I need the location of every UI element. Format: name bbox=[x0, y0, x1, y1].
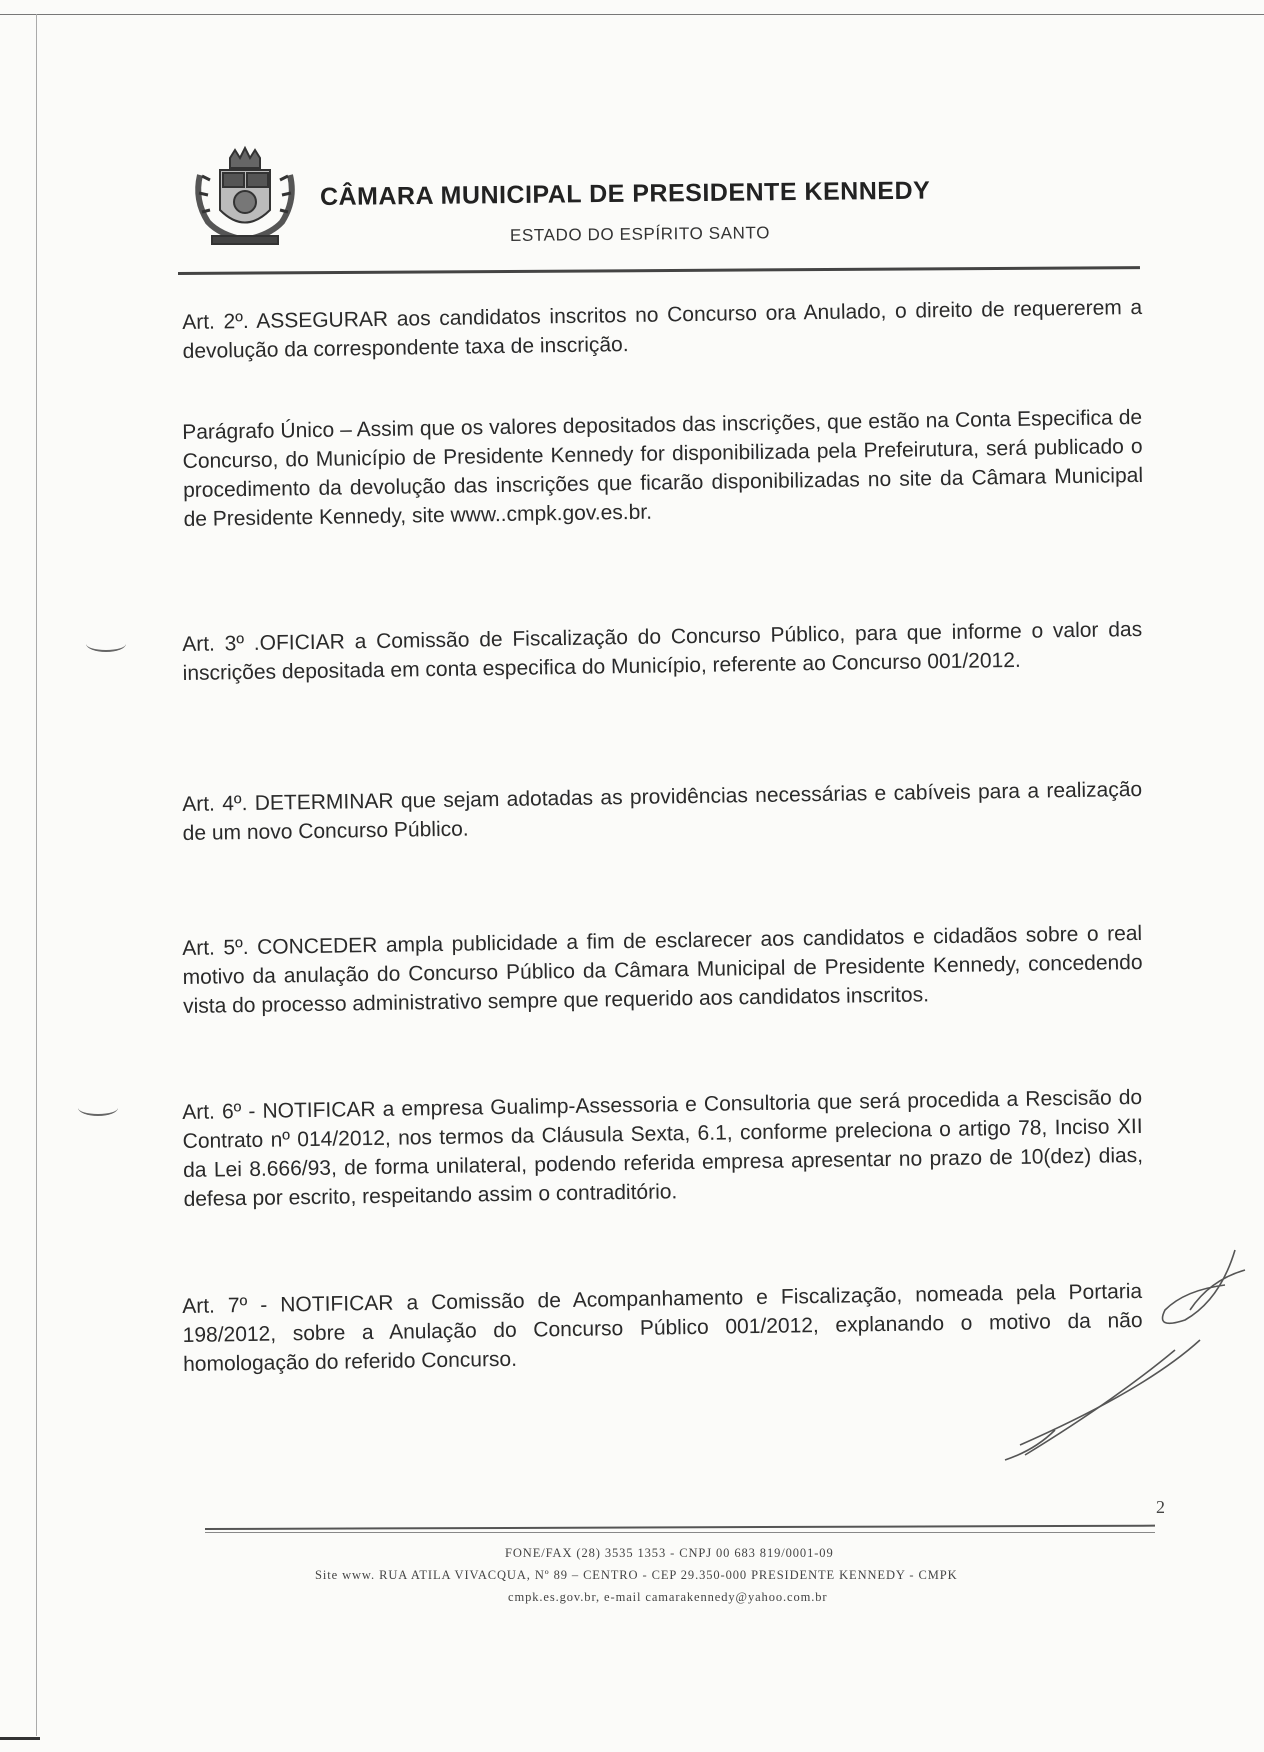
footer-website-line: cmpk.es.gov.br, e-mail camarakennedy@yahoo.com.br bbox=[508, 1590, 828, 1604]
article-3: Art. 3º .OFICIAR a Comissão de Fiscalização do Concurso Público, para que informe o valor das inscrições depositada em conta especifica do Município, referente ao Concurso 001/2012. bbox=[182, 617, 1143, 685]
signature-icon bbox=[995, 1240, 1264, 1470]
header-divider bbox=[178, 266, 1140, 275]
article-6: Art. 6º - NOTIFICAR a empresa Gualimp-Assessoria e Consultoria que será procedida a Rescisão do Contrato nº 014/2012, nos termos da Cláusula Sexta, 6.1, conforme preleciona o artigo 78, Inciso XII da Lei 8.666/93, de forma unilateral, podendo referida empresa apresentar no prazo de 10(dez) dias, defesa por escrito, respeitando assim o contraditório. bbox=[182, 1085, 1144, 1211]
page-left-edge bbox=[36, 14, 37, 1736]
footer-divider-thin bbox=[205, 1532, 1155, 1533]
article-4: Art. 4º. DETERMINAR que sejam adotadas as providências necessárias e cabíveis para a realização de um novo Concurso Público. bbox=[182, 777, 1143, 845]
institution-title: CÂMARA MUNICIPAL DE PRESIDENTE KENNEDY bbox=[319, 176, 931, 211]
state-subtitle: ESTADO DO ESPÍRITO SANTO bbox=[509, 223, 771, 245]
paragrafo-unico: Parágrafo Único – Assim que os valores depositados das inscrições, que estão na Conta Especifica de Concurso, do Município de Presidente Kennedy for disponibilizada pela Prefeirutura, será publicado o procedimento da devolução das inscrições que ficarão disponibilizadas no site da Câmara Municipal de Presidente Kennedy, site www..cmpk.gov.es.br. bbox=[182, 405, 1144, 531]
article-7: Art. 7º - NOTIFICAR a Comissão de Acompanhamento e Fiscalização, nomeada pela Portaria 198/2012, sobre a Anulação do Concurso Público 001/2012, explanando o motivo da não homologação do referido Concurso. bbox=[182, 1279, 1143, 1376]
municipal-crest-icon bbox=[190, 140, 300, 248]
footer-contact-line: FONE/FAX (28) 3535 1353 - CNPJ 00 683 819/0001-09 bbox=[505, 1546, 834, 1560]
margin-check-mark bbox=[86, 636, 126, 652]
page-number: 2 bbox=[1156, 1497, 1165, 1517]
page-top-edge bbox=[0, 14, 1264, 15]
page-bottom-mark bbox=[0, 1737, 40, 1740]
margin-check-mark bbox=[78, 1100, 118, 1116]
footer-address-line: Site www. RUA ATILA VIVACQUA, Nº 89 – CENTRO - CEP 29.350-000 PRESIDENTE KENNEDY - CMPK bbox=[315, 1568, 958, 1582]
article-2: Art. 2º. ASSEGURAR aos candidatos inscritos no Concurso ora Anulado, o direito de requererem a devolução da correspondente taxa de inscrição. bbox=[182, 295, 1143, 363]
footer-divider bbox=[205, 1525, 1155, 1530]
article-5: Art. 5º. CONCEDER ampla publicidade a fim de esclarecer aos candidatos e cidadãos sobre o real motivo da anulação do Concurso Público da Câmara Municipal de Presidente Kennedy, concedendo vista do processo administrativo sempre que requerido aos candidatos inscritos. bbox=[182, 921, 1143, 1018]
